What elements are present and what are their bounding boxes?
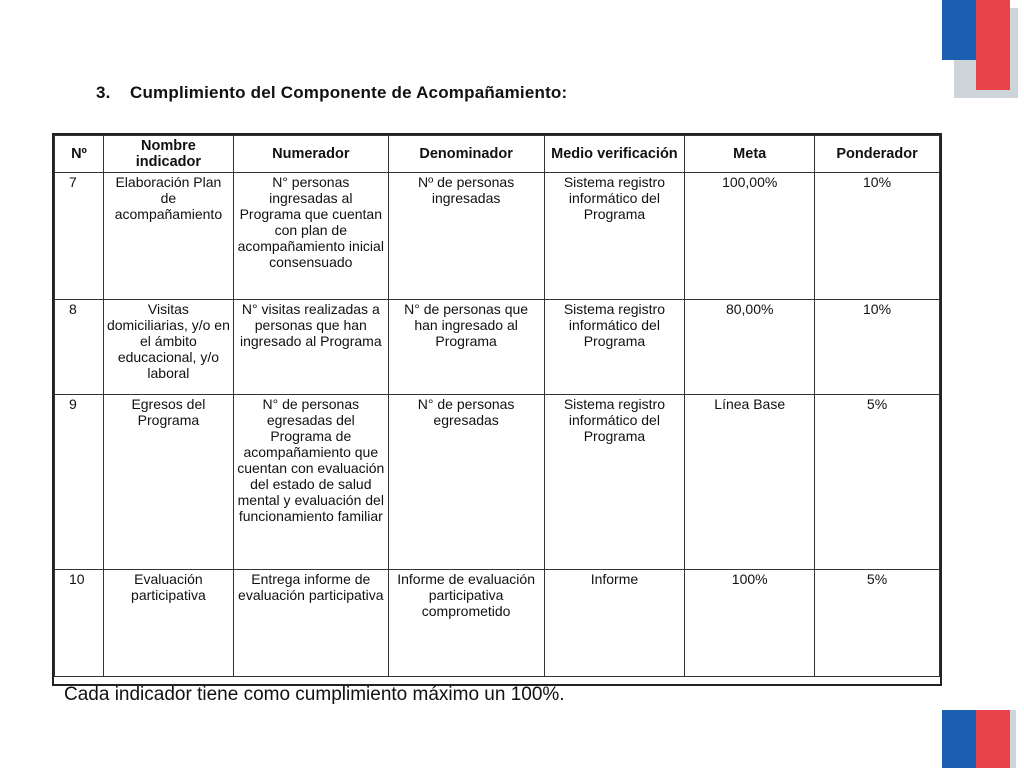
cell-ponderador: 5% — [815, 395, 940, 570]
cell-meta: Línea Base — [685, 395, 815, 570]
cell-nombre: Elaboración Plan de acompañamiento — [103, 173, 233, 300]
cell-n: 7 — [55, 173, 104, 300]
cell-meta: 80,00% — [685, 300, 815, 395]
indicator-table-frame — [52, 133, 942, 686]
header-n: Nº — [55, 136, 104, 173]
cell-meta: 100,00% — [685, 173, 815, 300]
cell-medio: Sistema registro informático del Programa — [544, 300, 685, 395]
cell-ponderador: 10% — [815, 173, 940, 300]
header-nombre: Nombre indicador — [103, 136, 233, 173]
cell-denominador: Informe de evaluación participativa comprometido — [388, 570, 544, 677]
cell-medio: Sistema registro informático del Programa — [544, 395, 685, 570]
flag-blue-band — [942, 710, 976, 768]
cell-nombre: Evaluación participativa — [103, 570, 233, 677]
cell-n: 10 — [55, 570, 104, 677]
cell-n: 8 — [55, 300, 104, 395]
flag-decoration-top — [942, 0, 1016, 98]
flag-red-band — [976, 0, 1010, 90]
cell-medio: Informe — [544, 570, 685, 677]
cell-denominador: Nº de personas ingresadas — [388, 173, 544, 300]
header-ponderador: Ponderador — [815, 136, 940, 173]
header-denominador: Denominador — [388, 136, 544, 173]
flag-red-band — [976, 710, 1010, 768]
header-numerador: Numerador — [233, 136, 388, 173]
table-row — [55, 395, 940, 570]
cell-ponderador: 10% — [815, 300, 940, 395]
cell-medio: Sistema registro informático del Programa — [544, 173, 685, 300]
section-heading — [96, 83, 567, 103]
cell-numerador: Entrega informe de evaluación participativa — [233, 570, 388, 677]
footer-note: Cada indicador tiene como cumplimiento máximo un 100%. — [64, 684, 565, 705]
cell-n: 9 — [55, 395, 104, 570]
indicator-table — [54, 135, 940, 677]
cell-numerador: N° visitas realizadas a personas que han ingresado al Programa — [233, 300, 388, 395]
cell-nombre: Egresos del Programa — [103, 395, 233, 570]
cell-nombre: Visitas domiciliarias, y/o en el ámbito educacional, y/o laboral — [103, 300, 233, 395]
section-title: Cumplimiento del Componente de Acompañamiento: — [130, 83, 568, 102]
cell-ponderador: 5% — [815, 570, 940, 677]
cell-denominador: N° de personas egresadas — [388, 395, 544, 570]
cell-meta: 100% — [685, 570, 815, 677]
table-row — [55, 300, 940, 395]
table-row — [55, 173, 940, 300]
table-header-row — [55, 136, 940, 173]
table-row — [55, 570, 940, 677]
cell-numerador: N° de personas egresadas del Programa de acompañamiento que cuentan con evaluación del estado de salud mental y evaluación del funcionamiento familiar — [233, 395, 388, 570]
header-meta: Meta — [685, 136, 815, 173]
flag-decoration-bottom — [942, 710, 1016, 768]
section-number: 3. — [96, 83, 111, 102]
cell-denominador: N° de personas que han ingresado al Programa — [388, 300, 544, 395]
cell-numerador: N° personas ingresadas al Programa que cuentan con plan de acompañamiento inicial consensuado — [233, 173, 388, 300]
header-medio: Medio verificación — [544, 136, 685, 173]
flag-blue-band — [942, 0, 976, 60]
